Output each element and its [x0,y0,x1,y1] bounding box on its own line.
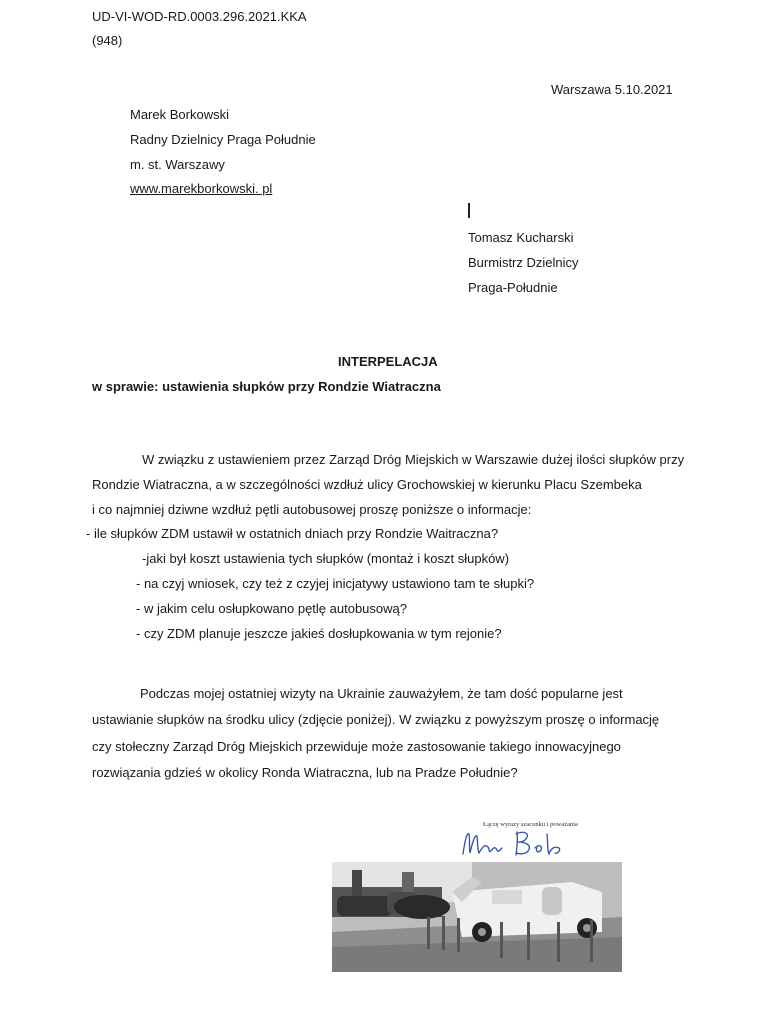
sender-name: Marek Borkowski [130,107,229,122]
paragraph-2-line: rozwiązania gdzieś w okolicy Ronda Wiatraczna, lub na Pradze Południe? [92,765,518,780]
sender-city: m. st. Warszawy [130,157,225,172]
question-item: - czy ZDM planuje jeszcze jakieś dosłupkowania w tym rejonie? [136,626,502,641]
sender-role: Radny Dzielnicy Praga Południe [130,132,316,147]
question-item: -jaki był koszt ustawienia tych słupków (montaż i koszt słupków) [142,551,510,566]
reference-number: UD-VI-WOD-RD.0003.296.2021.KKA [92,9,307,24]
sender-website-link[interactable]: www.marekborkowski. pl [130,181,273,196]
paragraph-2-line: ustawianie słupków na środku ulicy (zdjęcie poniżej). W związku z powyższym proszę o informację [92,712,660,727]
text-cursor-mark [468,203,470,218]
question-item: - ile słupków ZDM ustawił w ostatnich dniach przy Rondzie Waitraczna? [86,526,499,541]
document-subject: w sprawie: ustawienia słupków przy Rondzie Wiatraczna [92,379,441,394]
recipient-district: Praga-Południe [468,280,558,295]
document-heading: INTERPELACJA [338,354,438,369]
paragraph-2-line: Podczas mojej ostatniej wizyty na Ukrainie zauważyłem, że tam dość popularne jest [140,686,623,701]
recipient-name: Tomasz Kucharski [468,230,574,245]
paragraph-2-line: czy stołeczny Zarząd Dróg Miejskich przewiduje może zastosowanie takiego innowacyjnego [92,739,621,754]
recipient-role: Burmistrz Dzielnicy [468,255,579,270]
paragraph-1-line: i co najmniej dziwne wzdłuż pętli autobusowej proszę poniższe o informacje: [92,502,532,517]
handwritten-signature [455,820,605,860]
question-item: - w jakim celu osłupkowano pętlę autobusową? [136,601,407,616]
question-item: - na czyj wniosek, czy też z czyjej inicjatywy ustawiono tam te słupki? [136,576,535,591]
paragraph-1-line: Rondzie Wiatraczna, a w szczególności wzdłuż ulicy Grochowskiej w kierunku Placu Szembeka [92,477,642,492]
paragraph-1-line: W związku z ustawieniem przez Zarząd Dróg Miejskich w Warszawie dużej ilości słupków przy [142,452,685,467]
document-number: (948) [92,33,123,48]
date-place: Warszawa 5.10.2021 [551,82,673,97]
svg-text:Łączę wyrazy szacunku i poważa: Łączę wyrazy szacunku i poważania [483,821,578,828]
street-photo [332,862,622,972]
street-photo-image [332,862,622,972]
